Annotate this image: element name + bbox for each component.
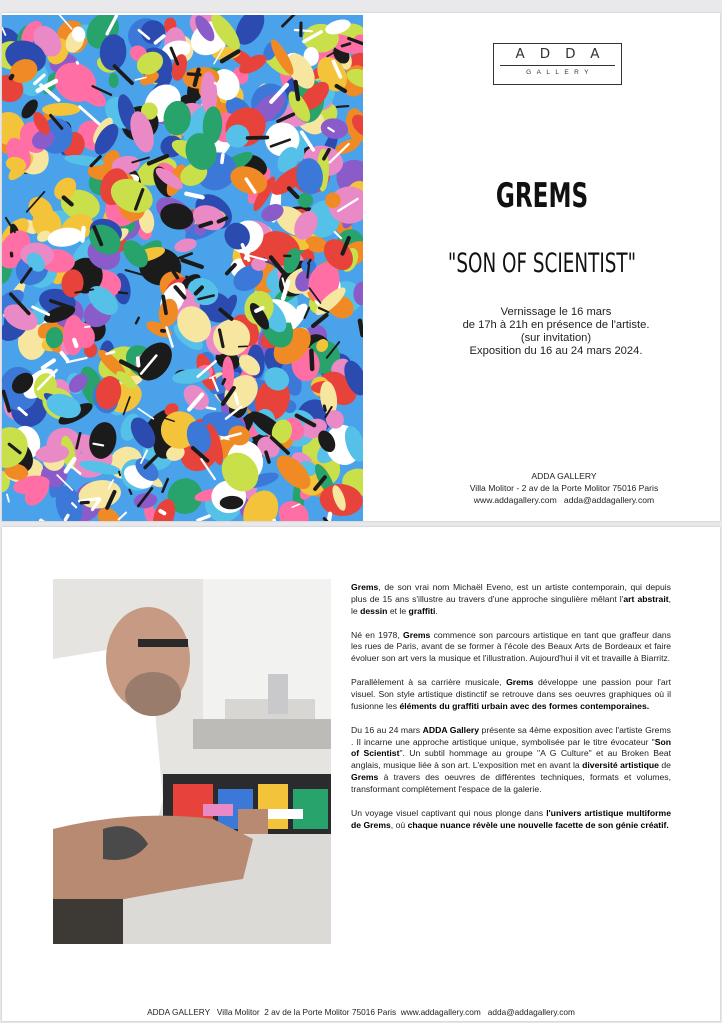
bio-emphasis: Grems: [403, 629, 431, 640]
event-details: [402, 306, 710, 358]
footer-address: ADDA GALLERY Villa Molitor 2 av de la Porte Molitor 75016 Paris www.addagallery.com adda@addagallery.com: [147, 1007, 575, 1017]
artist-name: GREMS: [495, 176, 589, 216]
bio-paragraph: [351, 808, 671, 832]
bio-paragraph: [351, 630, 671, 665]
bio-text: , où: [390, 819, 408, 830]
gallery-street: Villa Molitor - 2 av de la Porte Molitor 75016 Paris: [469, 483, 659, 493]
artwork-image: [2, 15, 363, 521]
bio-text: Né en 1978,: [351, 629, 403, 640]
bio-emphasis: diversité artistique: [582, 760, 659, 771]
website-link[interactable]: www.addagallery.com: [473, 495, 557, 505]
bio-emphasis: Grems: [351, 582, 379, 592]
gallery-name: ADDA GALLERY: [531, 471, 597, 481]
invitation-page: [2, 13, 720, 521]
bio-text: , le: [351, 593, 672, 616]
bio-emphasis: graffiti: [408, 605, 436, 616]
bio-text: commence son parcours artistique en tant que graffeur dans les rues de Paris, avant de se former à l'école des Beaux Arts de Bordeaux et faire évoluer son art vers la musique et l'illustration. Aujourd'hui il vit et travaille à Biarritz.: [351, 629, 671, 664]
biography-text: [351, 582, 671, 843]
logo-divider: [500, 65, 615, 66]
bio-emphasis: éléments du graffiti urbain avec des formes contemporaines.: [399, 700, 650, 711]
biography-page: [2, 527, 720, 1021]
gallery-address: [442, 470, 686, 506]
event-line: (sur invitation): [520, 332, 592, 344]
logo-wordmark: ADDA: [515, 46, 615, 62]
bio-emphasis: Grems: [506, 677, 534, 688]
bio-text: à travers des oeuvres de différentes techniques, formats et volumes, transformant complètement l'espace de la galerie.: [351, 771, 671, 794]
bio-paragraph: [351, 677, 671, 712]
abstract-painting-icon: [2, 15, 363, 521]
bio-emphasis: ADDA Gallery: [422, 724, 480, 735]
email-link[interactable]: adda@addagallery.com: [563, 495, 655, 505]
bio-paragraph: [351, 725, 671, 796]
bio-text: ". Un subtil hommage au groupe "A G Culture" et au Broken Beat anglais, musique liée à son art. L'exposition met en avant la: [351, 748, 671, 771]
bio-text: de: [658, 760, 671, 771]
bio-text: développe une passion pour l'art visuel. Son style artistique distinctif se retrouve dans ses oeuvres graphiques où il fusionne les: [351, 677, 671, 711]
bio-text: Du 16 au 24 mars: [351, 724, 423, 735]
bio-text: .: [435, 605, 438, 616]
event-line: Vernissage le 16 mars: [500, 306, 612, 318]
bio-text: et le: [387, 605, 409, 616]
bio-text: Parallèlement à sa carrière musicale,: [351, 677, 507, 688]
artist-photo: [53, 579, 331, 944]
bio-text: , de son vrai nom Michaël Eveno, est un artiste contemporain, qui depuis plus de 15 ans s'illustre au travers d'une approche singulière mêlant l': [351, 582, 671, 604]
bio-emphasis: chaque nuance révèle une nouvelle facette de son génie créatif.: [407, 819, 669, 830]
logo-subtitle: GALLERY: [526, 69, 594, 76]
event-line: Exposition du 16 au 24 mars 2024.: [469, 345, 643, 357]
bio-emphasis: art abstrait: [623, 593, 669, 604]
bio-paragraph: [351, 582, 671, 617]
gallery-logo: [493, 43, 622, 85]
gallery-contact: [442, 494, 686, 506]
artist-portrait-icon: [53, 579, 331, 944]
bio-emphasis: l'univers artistique multiforme de Grems: [351, 807, 671, 830]
bio-emphasis: Grems: [351, 771, 379, 782]
bio-emphasis: Son of Scientist: [351, 736, 671, 759]
exhibition-title: "SON OF SCIENTIST": [447, 248, 637, 279]
bio-text: présente sa 4ème exposition avec l'artiste Grems . Il incarne une approche artistique unique, symbolisée par le titre évocateur ": [351, 724, 671, 747]
bio-text: Un voyage visuel captivant qui nous plonge dans: [351, 807, 547, 818]
bio-emphasis: dessin: [360, 605, 388, 616]
event-line: de 17h à 21h en présence de l'artiste.: [462, 319, 650, 331]
